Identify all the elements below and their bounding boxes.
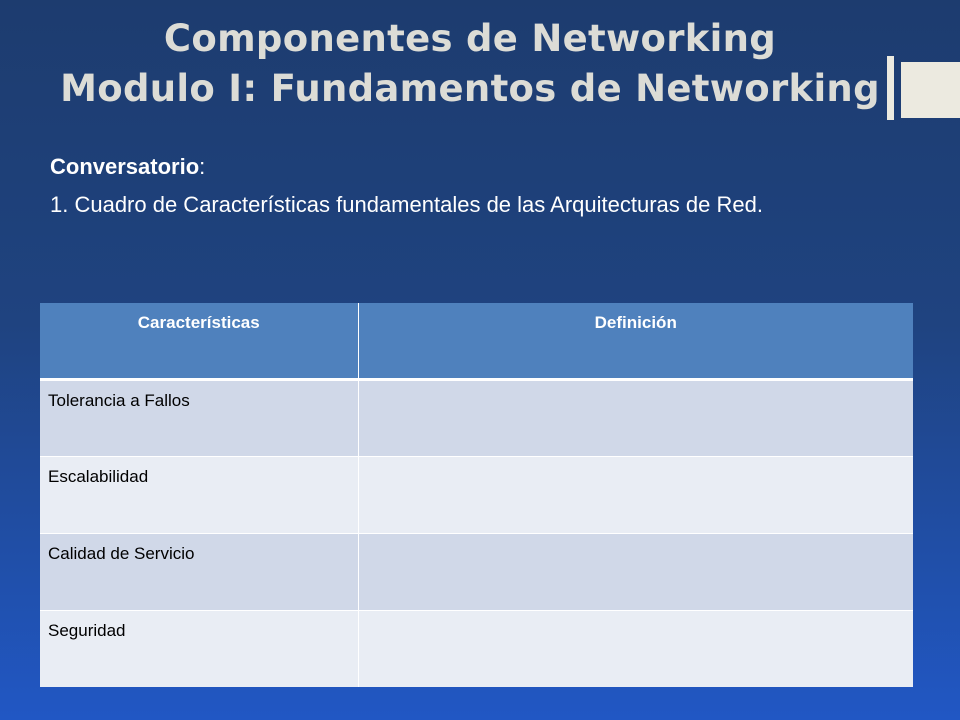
cell-definicion (358, 610, 913, 687)
cell-caracteristica: Seguridad (40, 610, 358, 687)
cell-definicion (358, 379, 913, 456)
cell-definicion (358, 533, 913, 610)
cell-definicion (358, 456, 913, 533)
table-row (40, 610, 913, 687)
slide-title (0, 14, 940, 114)
section-heading (50, 152, 878, 182)
decorative-box (901, 62, 960, 118)
cell-caracteristica: Tolerancia a Fallos (40, 379, 358, 456)
header-caracteristicas: Características (40, 303, 358, 379)
table-row (40, 533, 913, 610)
decorative-bar (887, 56, 894, 120)
slide-body (50, 152, 878, 220)
cell-caracteristica: Calidad de Servicio (40, 533, 358, 610)
section-heading-colon: : (199, 154, 206, 179)
slide-title-line-2: Modulo I: Fundamentos de Networking (60, 67, 880, 110)
table-header-row (40, 303, 913, 379)
table-row (40, 456, 913, 533)
body-paragraph: 1. Cuadro de Características fundamentales de las Arquitecturas de Red. (50, 192, 763, 217)
table-row (40, 379, 913, 456)
characteristics-table (40, 303, 913, 687)
section-heading-label: Conversatorio (50, 154, 200, 179)
slide-title-line-1: Componentes de Networking (163, 17, 777, 60)
header-definicion: Definición (358, 303, 913, 379)
cell-caracteristica: Escalabilidad (40, 456, 358, 533)
